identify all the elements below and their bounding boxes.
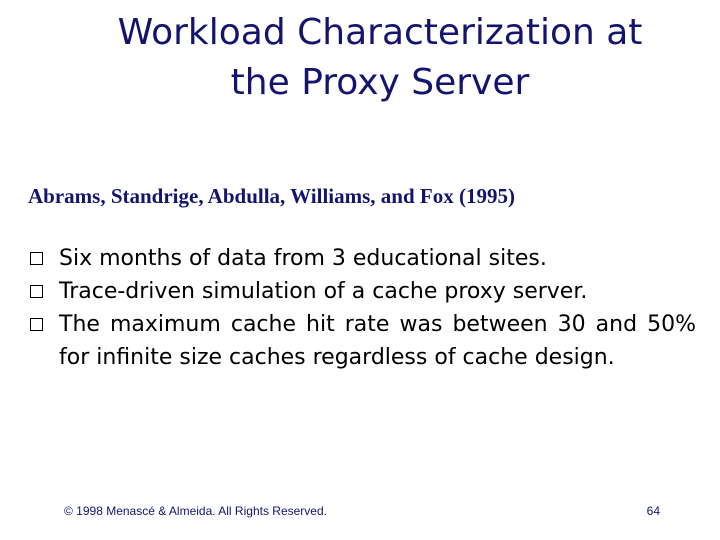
- bullet-text: Trace-driven simulation of a cache proxy server.: [59, 279, 588, 304]
- bullet-box-icon: [30, 252, 43, 265]
- slide-title: [60, 8, 700, 108]
- slide-title-line-1: Workload Characterization at: [117, 12, 643, 53]
- footer-copyright: © 1998 Menascé & Almeida. All Rights Reserved.: [64, 504, 327, 518]
- bullet-box-icon: [30, 285, 43, 298]
- page-number: 64: [646, 504, 660, 518]
- bullet-item: [30, 275, 696, 308]
- citation: Abrams, Standrige, Abdulla, Williams, and Fox (1995): [28, 184, 515, 208]
- bullet-text: The maximum cache hit rate was between 30 and 50% for infinite size caches regardless of cache design.: [59, 312, 696, 370]
- bullet-item: [30, 308, 696, 374]
- bullet-box-icon: [30, 318, 43, 331]
- bullet-list: [30, 242, 696, 374]
- bullet-item: [30, 242, 696, 275]
- slide-title-line-2: the Proxy Server: [230, 62, 530, 103]
- bullet-text: Six months of data from 3 educational sites.: [59, 246, 547, 271]
